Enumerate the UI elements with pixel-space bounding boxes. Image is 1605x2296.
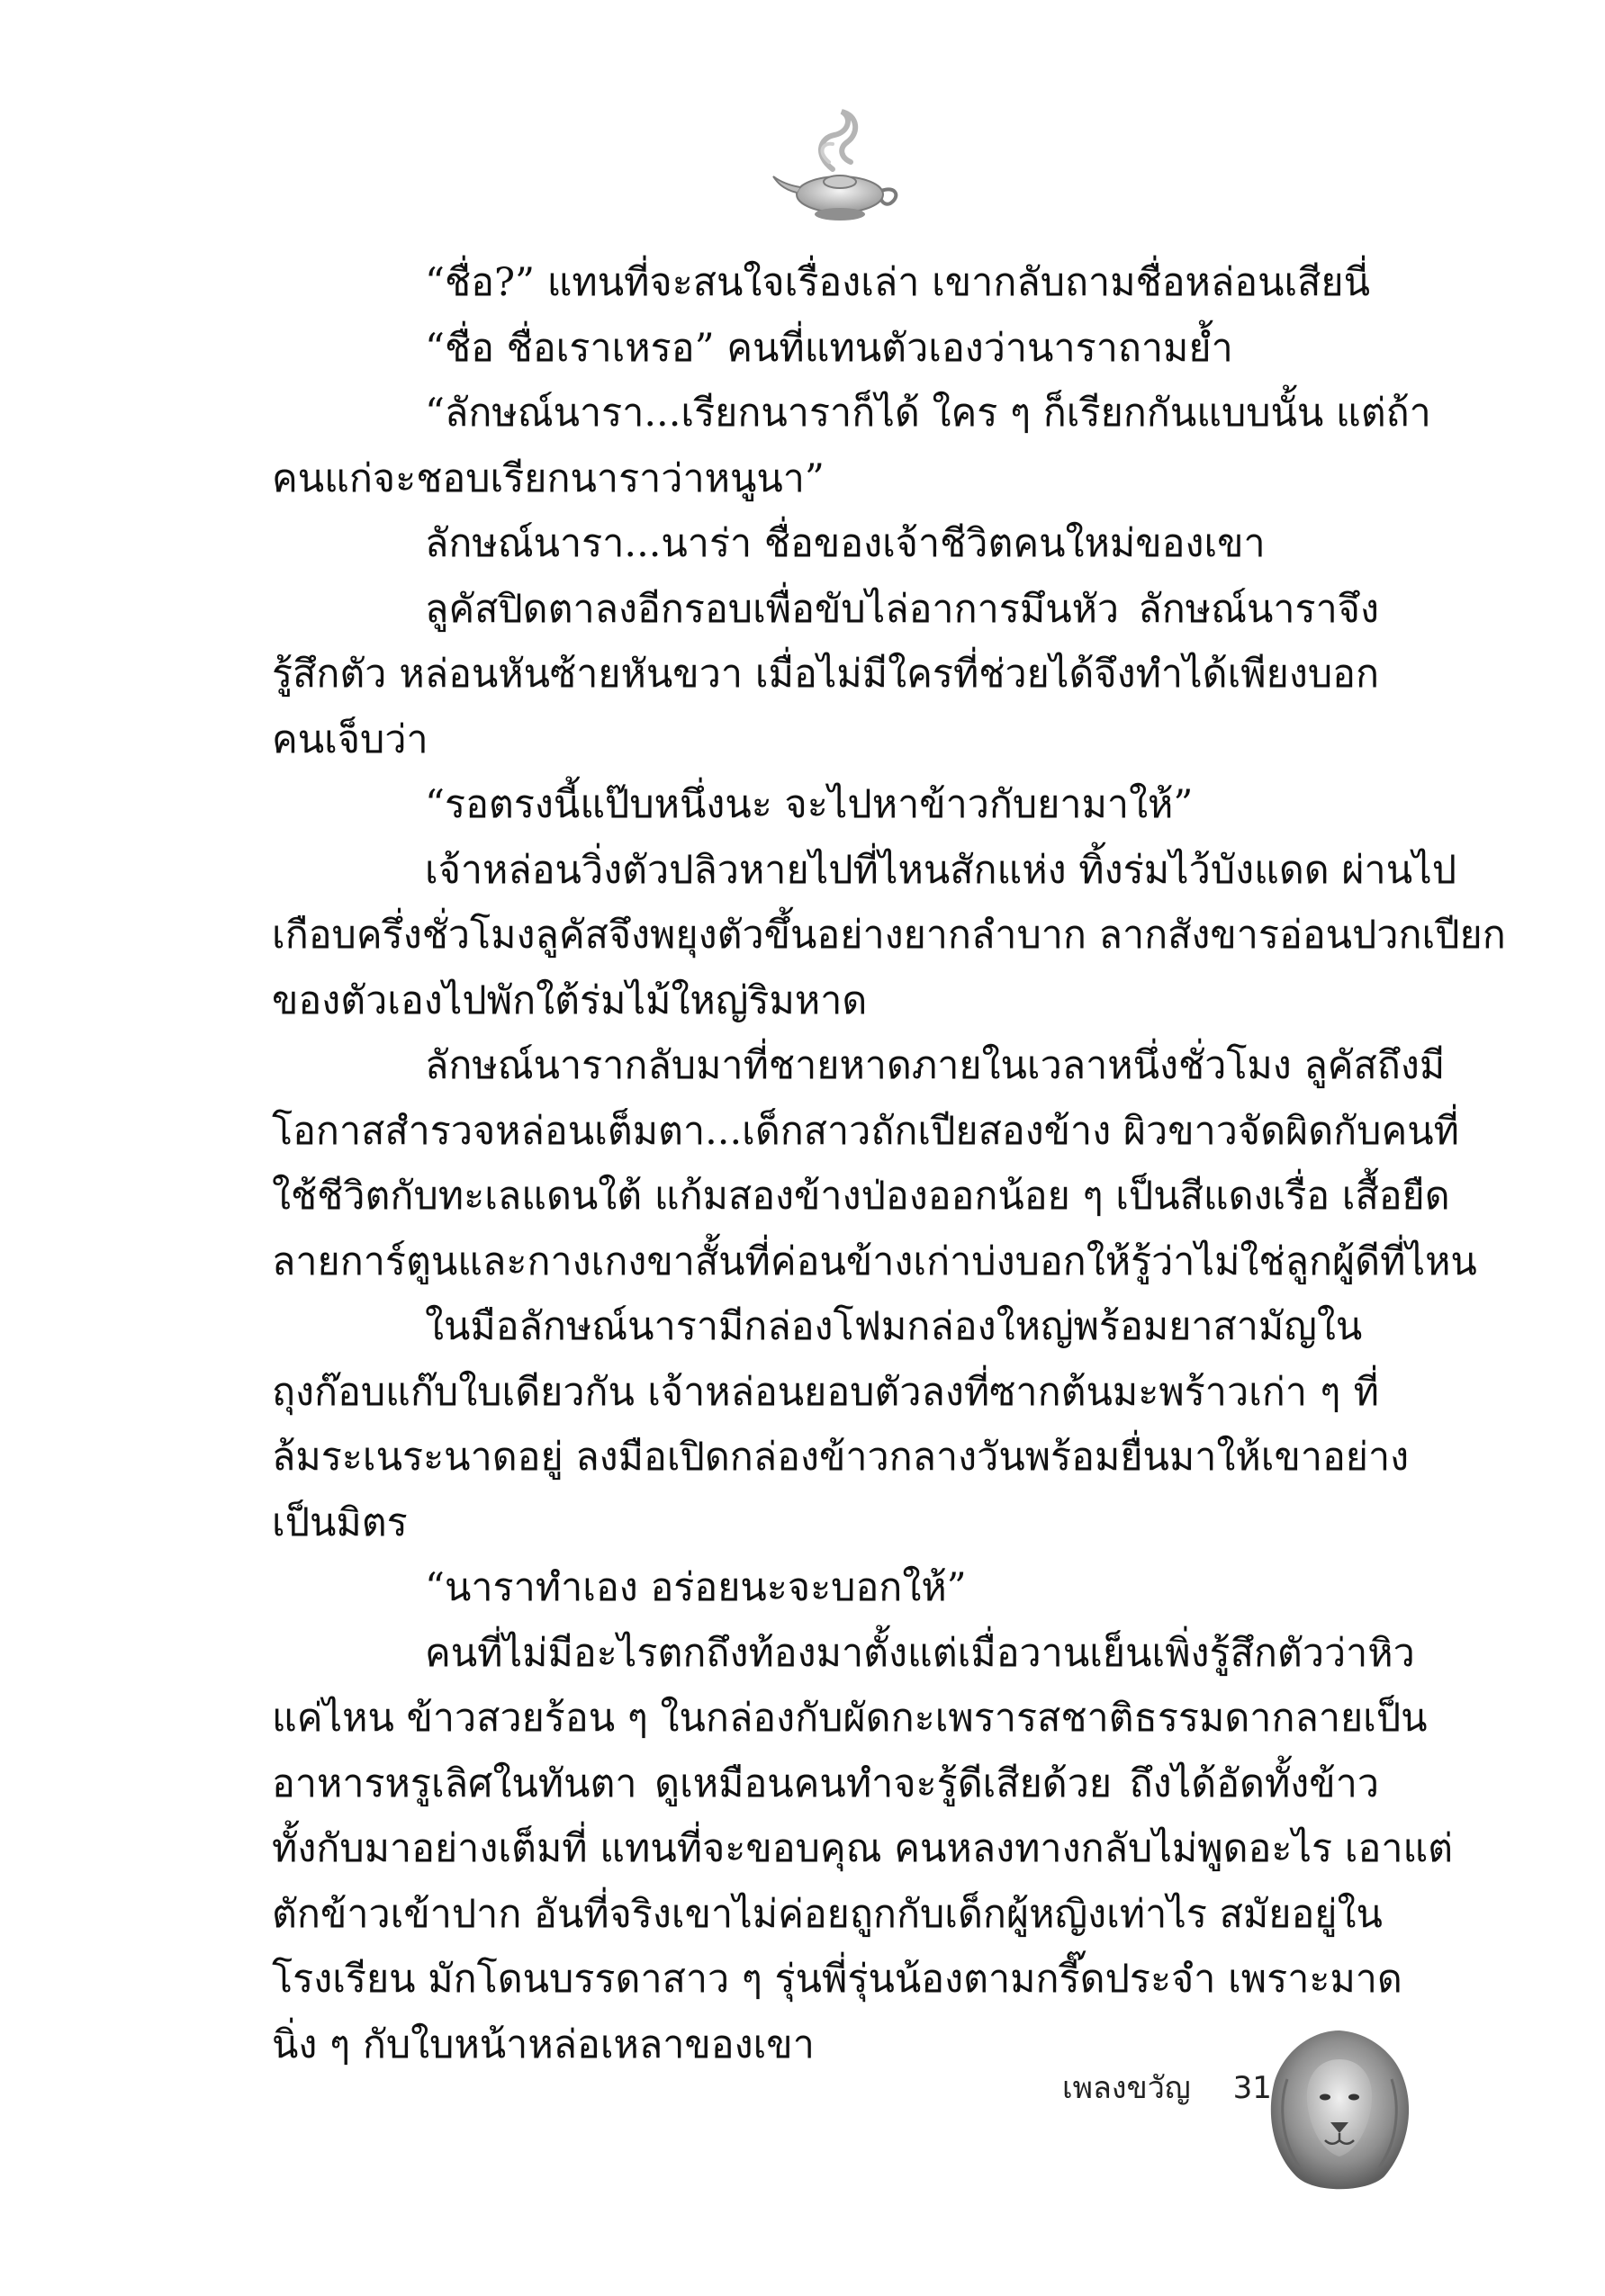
text-line: “ลักษณ์นารา...เรียกนาราก็ได้ ใคร ๆ ก็เรียกกันแบบนั้น แต่ถ้า (425, 391, 1431, 436)
body-text (272, 250, 1506, 2077)
text-line: รู้สึกตัว หล่อนหันซ้ายหันขวา เมื่อไม่มีใครที่ช่วยได้จึงทำได้เพียงบอก (272, 652, 1379, 697)
book-title: เพลงขวัญ (1062, 2070, 1191, 2106)
page-number: 31 (1232, 2070, 1272, 2106)
text-line: โอกาสสำรวจหล่อนเต็มตา...เด็กสาวถักเปียสองข้าง ผิวขาวจัดผิดกับคนที่ (272, 1108, 1459, 1154)
text-line: เกือบครึ่งชั่วโมงลูคัสจึงพยุงตัวขึ้นอย่างยากลำบาก ลากสังขารอ่อนปวกเปียก (272, 913, 1506, 958)
text-line: ทั้งกับมาอย่างเต็มที่ แทนที่จะขอบคุณ คนหลงทางกลับไม่พูดอะไร เอาแต่ (272, 1826, 1454, 1871)
text-line: “นาราทำเอง อร่อยนะจะบอกให้” (425, 1565, 967, 1610)
text-line: นิ่ง ๆ กับใบหน้าหล่อเหลาของเขา (272, 2021, 815, 2067)
genie-lamp-icon (770, 106, 905, 232)
text-line: ใช้ชีวิตกับทะเลแดนใต้ แก้มสองข้างป่องออกน้อย ๆ เป็นสีแดงเรื่อ เสื้อยืด (272, 1174, 1450, 1219)
text-line: คนเจ็บว่า (272, 716, 428, 762)
text-line: ถุงก๊อบแก๊บใบเดียวกัน เจ้าหล่อนยอบตัวลงที่ซากต้นมะพร้าวเก่า ๆ ที่ (272, 1369, 1379, 1415)
text-line: ของตัวเองไปพักใต้ร่มไม้ใหญ่ริมหาด (272, 977, 868, 1023)
text-line: เป็นมิตร (272, 1499, 408, 1545)
text-line: ลักษณ์นารากลับมาที่ชายหาดภายในเวลาหนึ่งชั่วโมง ลูคัสถึงมี (425, 1043, 1446, 1088)
text-line: “รอตรงนี้แป๊บหนึ่งนะ จะไปหาข้าวกับยามาให้” (425, 782, 1194, 827)
text-line: เจ้าหล่อนวิ่งตัวปลิวหายไปที่ไหนสักแห่ง ทิ้งร่มไว้บังแดด ผ่านไป (425, 847, 1457, 893)
text-line: ลายการ์ตูนและกางเกงขาสั้นที่ค่อนข้างเก่าบ่งบอกให้รู้ว่าไม่ใช่ลูกผู้ดีที่ไหน (272, 1238, 1477, 1284)
text-line: ลูคัสปิดตาลงอีกรอบเพื่อขับไล่อาการมึนหัว ลักษณ์นาราจึง (425, 586, 1379, 632)
text-line: โรงเรียน มักโดนบรรดาสาว ๆ รุ่นพี่รุ่นน้องตามกรี๊ดประจำ เพราะมาด (272, 1957, 1402, 2002)
text-line: อาหารหรูเลิศในทันตา ดูเหมือนคนทำจะรู้ดีเสียด้วย ถึงได้อัดทั้งข้าว (272, 1760, 1379, 1806)
page-footer (1062, 2061, 1272, 2115)
text-line: คนที่ไม่มีอะไรตกถึงท้องมาตั้งแต่เมื่อวานเย็นเพิ่งรู้สึกตัวว่าหิว (425, 1630, 1415, 1676)
text-line: “ชื่อ?” แทนที่จะสนใจเรื่องเล่า เขากลับถามชื่อหล่อนเสียนี่ (425, 260, 1370, 305)
lion-head-icon (1260, 2025, 1418, 2196)
text-line: คนแก่จะชอบเรียกนาราว่าหนูนา” (272, 455, 825, 501)
text-line: ล้มระเนระนาดอยู่ ลงมือเปิดกล่องข้าวกลางวันพร้อมยื่นมาให้เขาอย่าง (272, 1435, 1410, 1480)
text-line: ลักษณ์นารา...นาร่า ชื่อของเจ้าชีวิตคนใหม่ของเขา (425, 521, 1266, 566)
text-line: แค่ไหน ข้าวสวยร้อน ๆ ในกล่องกับผัดกะเพรารสชาติธรรมดากลายเป็น (272, 1696, 1428, 1741)
text-line: “ชื่อ ชื่อเราเหรอ” คนที่แทนตัวเองว่านาราถามย้ำ (425, 325, 1233, 371)
text-line: ตักข้าวเข้าปาก อันที่จริงเขาไม่ค่อยถูกกับเด็กผู้หญิงเท่าไร สมัยอยู่ใน (272, 1891, 1383, 1937)
text-line: ในมือลักษณ์นารามีกล่องโฟมกล่องใหญ่พร้อมยาสามัญใน (425, 1304, 1363, 1349)
